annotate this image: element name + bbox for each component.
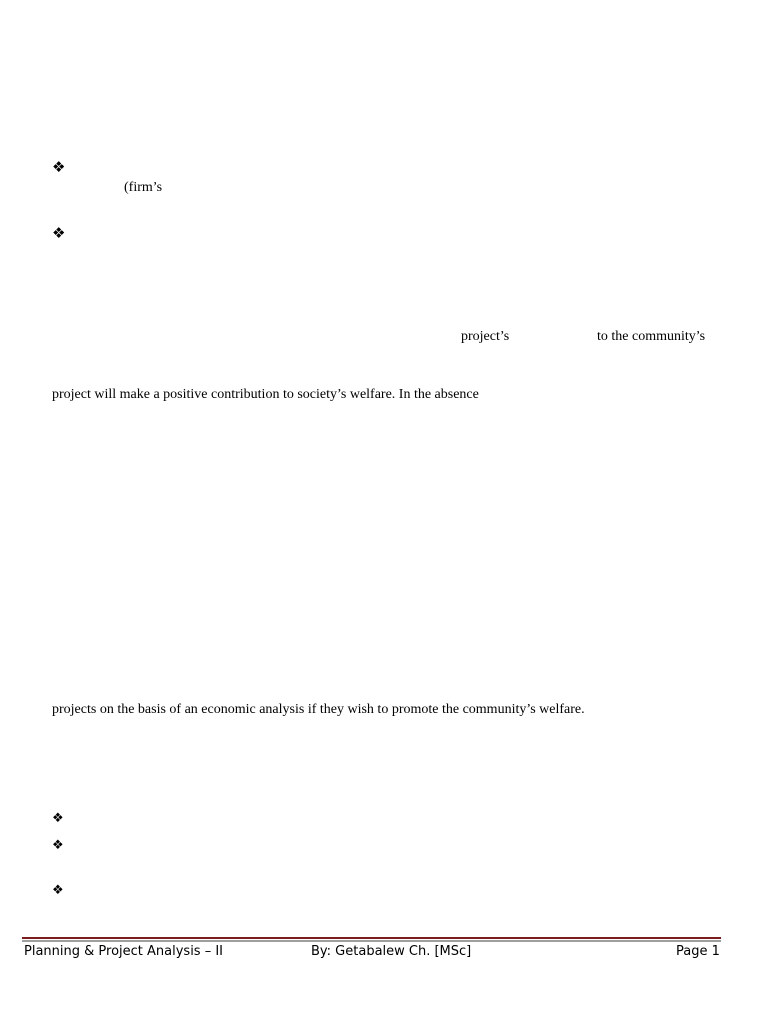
footer-course-title: Planning & Project Analysis – II xyxy=(24,944,224,959)
diamond-bullet-icon: ❖ xyxy=(52,811,64,826)
text-to-community: to the community’s xyxy=(597,329,706,344)
footer-rule xyxy=(22,937,721,939)
footer-author: By: Getabalew Ch. [MSc] xyxy=(311,944,472,959)
diamond-bullet-icon: ❖ xyxy=(52,158,66,176)
text-firms: (firm’s xyxy=(124,180,163,195)
text-positive-contribution: project will make a positive contribution to society’s welfare. In the absence xyxy=(52,387,479,402)
diamond-bullet-icon: ❖ xyxy=(52,883,64,898)
footer-page-number: Page 1 xyxy=(676,944,720,959)
diamond-bullet-icon: ❖ xyxy=(52,224,66,242)
footer-rule xyxy=(22,940,721,942)
diamond-bullet-icon: ❖ xyxy=(52,838,64,853)
text-projects-possessive: project’s xyxy=(461,329,510,344)
text-economic-analysis: projects on the basis of an economic analysis if they wish to promote the community’s welfare. xyxy=(52,702,585,717)
